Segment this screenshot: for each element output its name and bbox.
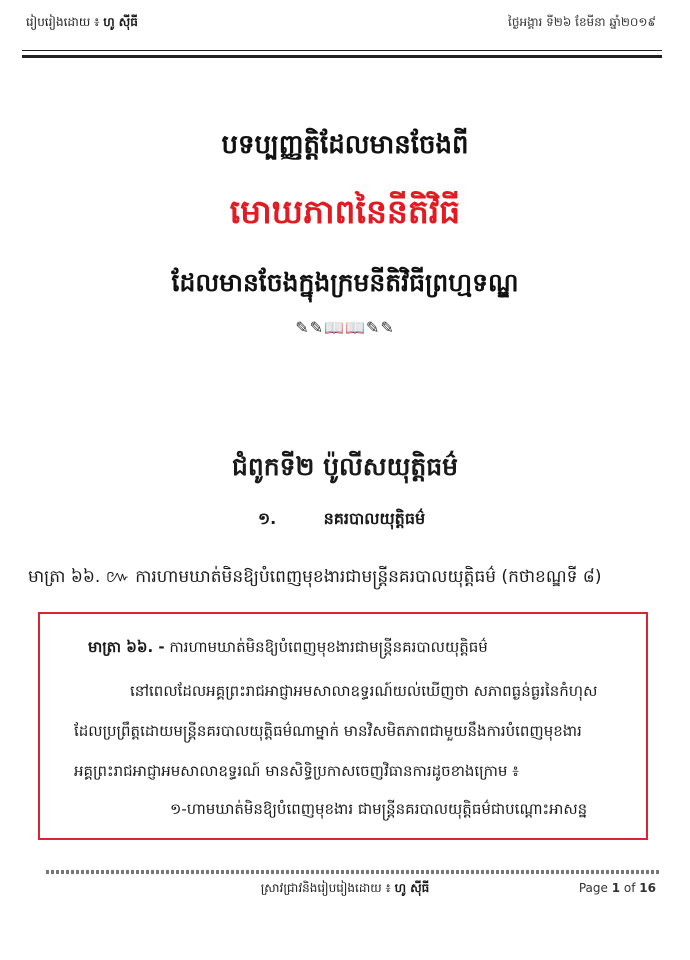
document-title-line1: បទប្បញ្ញត្តិដែលមានចែងពី	[221, 130, 469, 160]
page-of: of	[623, 881, 636, 895]
article-heading: មាត្រា ៦៦. ៚ ការហាមឃាត់មិនឱ្យបំពេញមុខងារជាមន្ត្រីនគរបាលយុត្តិធម៌ (កថាខណ្ឌទី ៨)	[28, 567, 602, 587]
article-text-line: អគ្គព្រះរាជអាជ្ញាអមសាលាឧទ្ធរណ៍ មានសិទ្ធិប្រកាសចេញវិធានការដូចខាងក្រោម ៖	[74, 762, 519, 780]
document-title-main: មោឃភាពនៃនីតិវិធី	[229, 192, 461, 231]
subsection-heading	[258, 508, 425, 532]
footer-author-prefix: ស្រាវជ្រាវនិងរៀបរៀងដោយ ៖	[260, 881, 391, 895]
footer-divider	[46, 870, 660, 874]
subsection-label: នគរបាលយុត្តិធម៌	[323, 509, 426, 528]
page-number	[579, 881, 656, 895]
page-word: Page	[578, 881, 608, 895]
article-box-title	[88, 638, 488, 660]
header-divider-thick	[22, 55, 662, 58]
header-author-prefix: រៀបរៀងដោយ ៖	[26, 15, 100, 29]
page-total: 16	[639, 881, 656, 895]
header-author	[26, 14, 138, 32]
header-divider	[22, 50, 662, 51]
section-heading: ជំពូកទី២ ប៉ូលីសយុត្តិធម៌	[232, 452, 458, 481]
article-text-box	[38, 612, 648, 840]
document-title-line3: ដែលមានចែងក្នុងក្រមនីតិវិធីព្រហ្មទណ្ឌ	[171, 268, 519, 297]
page-current: 1	[611, 881, 621, 895]
article-box-title-text: ការហាមឃាត់មិនឱ្យបំពេញមុខងារជាមន្ត្រីនគរបាលយុត្តិធម៌	[169, 638, 488, 656]
article-text-line: ដែលប្រព្រឹត្តដោយមន្ត្រីនគរបាលយុត្តិធម៌ណាម្នាក់ មានវិសមិតភាពជាមួយនឹងការបំពេញមុខងារ	[74, 722, 582, 740]
header-date: ថ្ងៃអង្គារ ទី២៦ ខែមីនា ឆ្នាំ២០១៩	[508, 15, 656, 29]
article-text-line: ១-ហាមឃាត់មិនឱ្យបំពេញមុខងារ ជាមន្ត្រីនគរបាលយុត្តិធម៌ជាបណ្តោះអាសន្ន	[170, 800, 588, 818]
title-ornament: ✎✎📖📖✎✎	[295, 318, 395, 337]
article-box-number: មាត្រា ៦៦. -	[88, 638, 165, 656]
header-author-name: ហូ ស៊ីធី	[103, 15, 138, 29]
subsection-number: ១.	[258, 509, 277, 528]
footer-author-name: ហូ ស៊ីធី	[394, 881, 430, 895]
article-text-line: នៅពេលដែលអគ្គព្រះរាជអាជ្ញាអមសាលាឧទ្ធរណ៍យល់ឃើញថា សភាពធ្ងន់ធ្ងរនៃកំហុស	[130, 682, 598, 700]
